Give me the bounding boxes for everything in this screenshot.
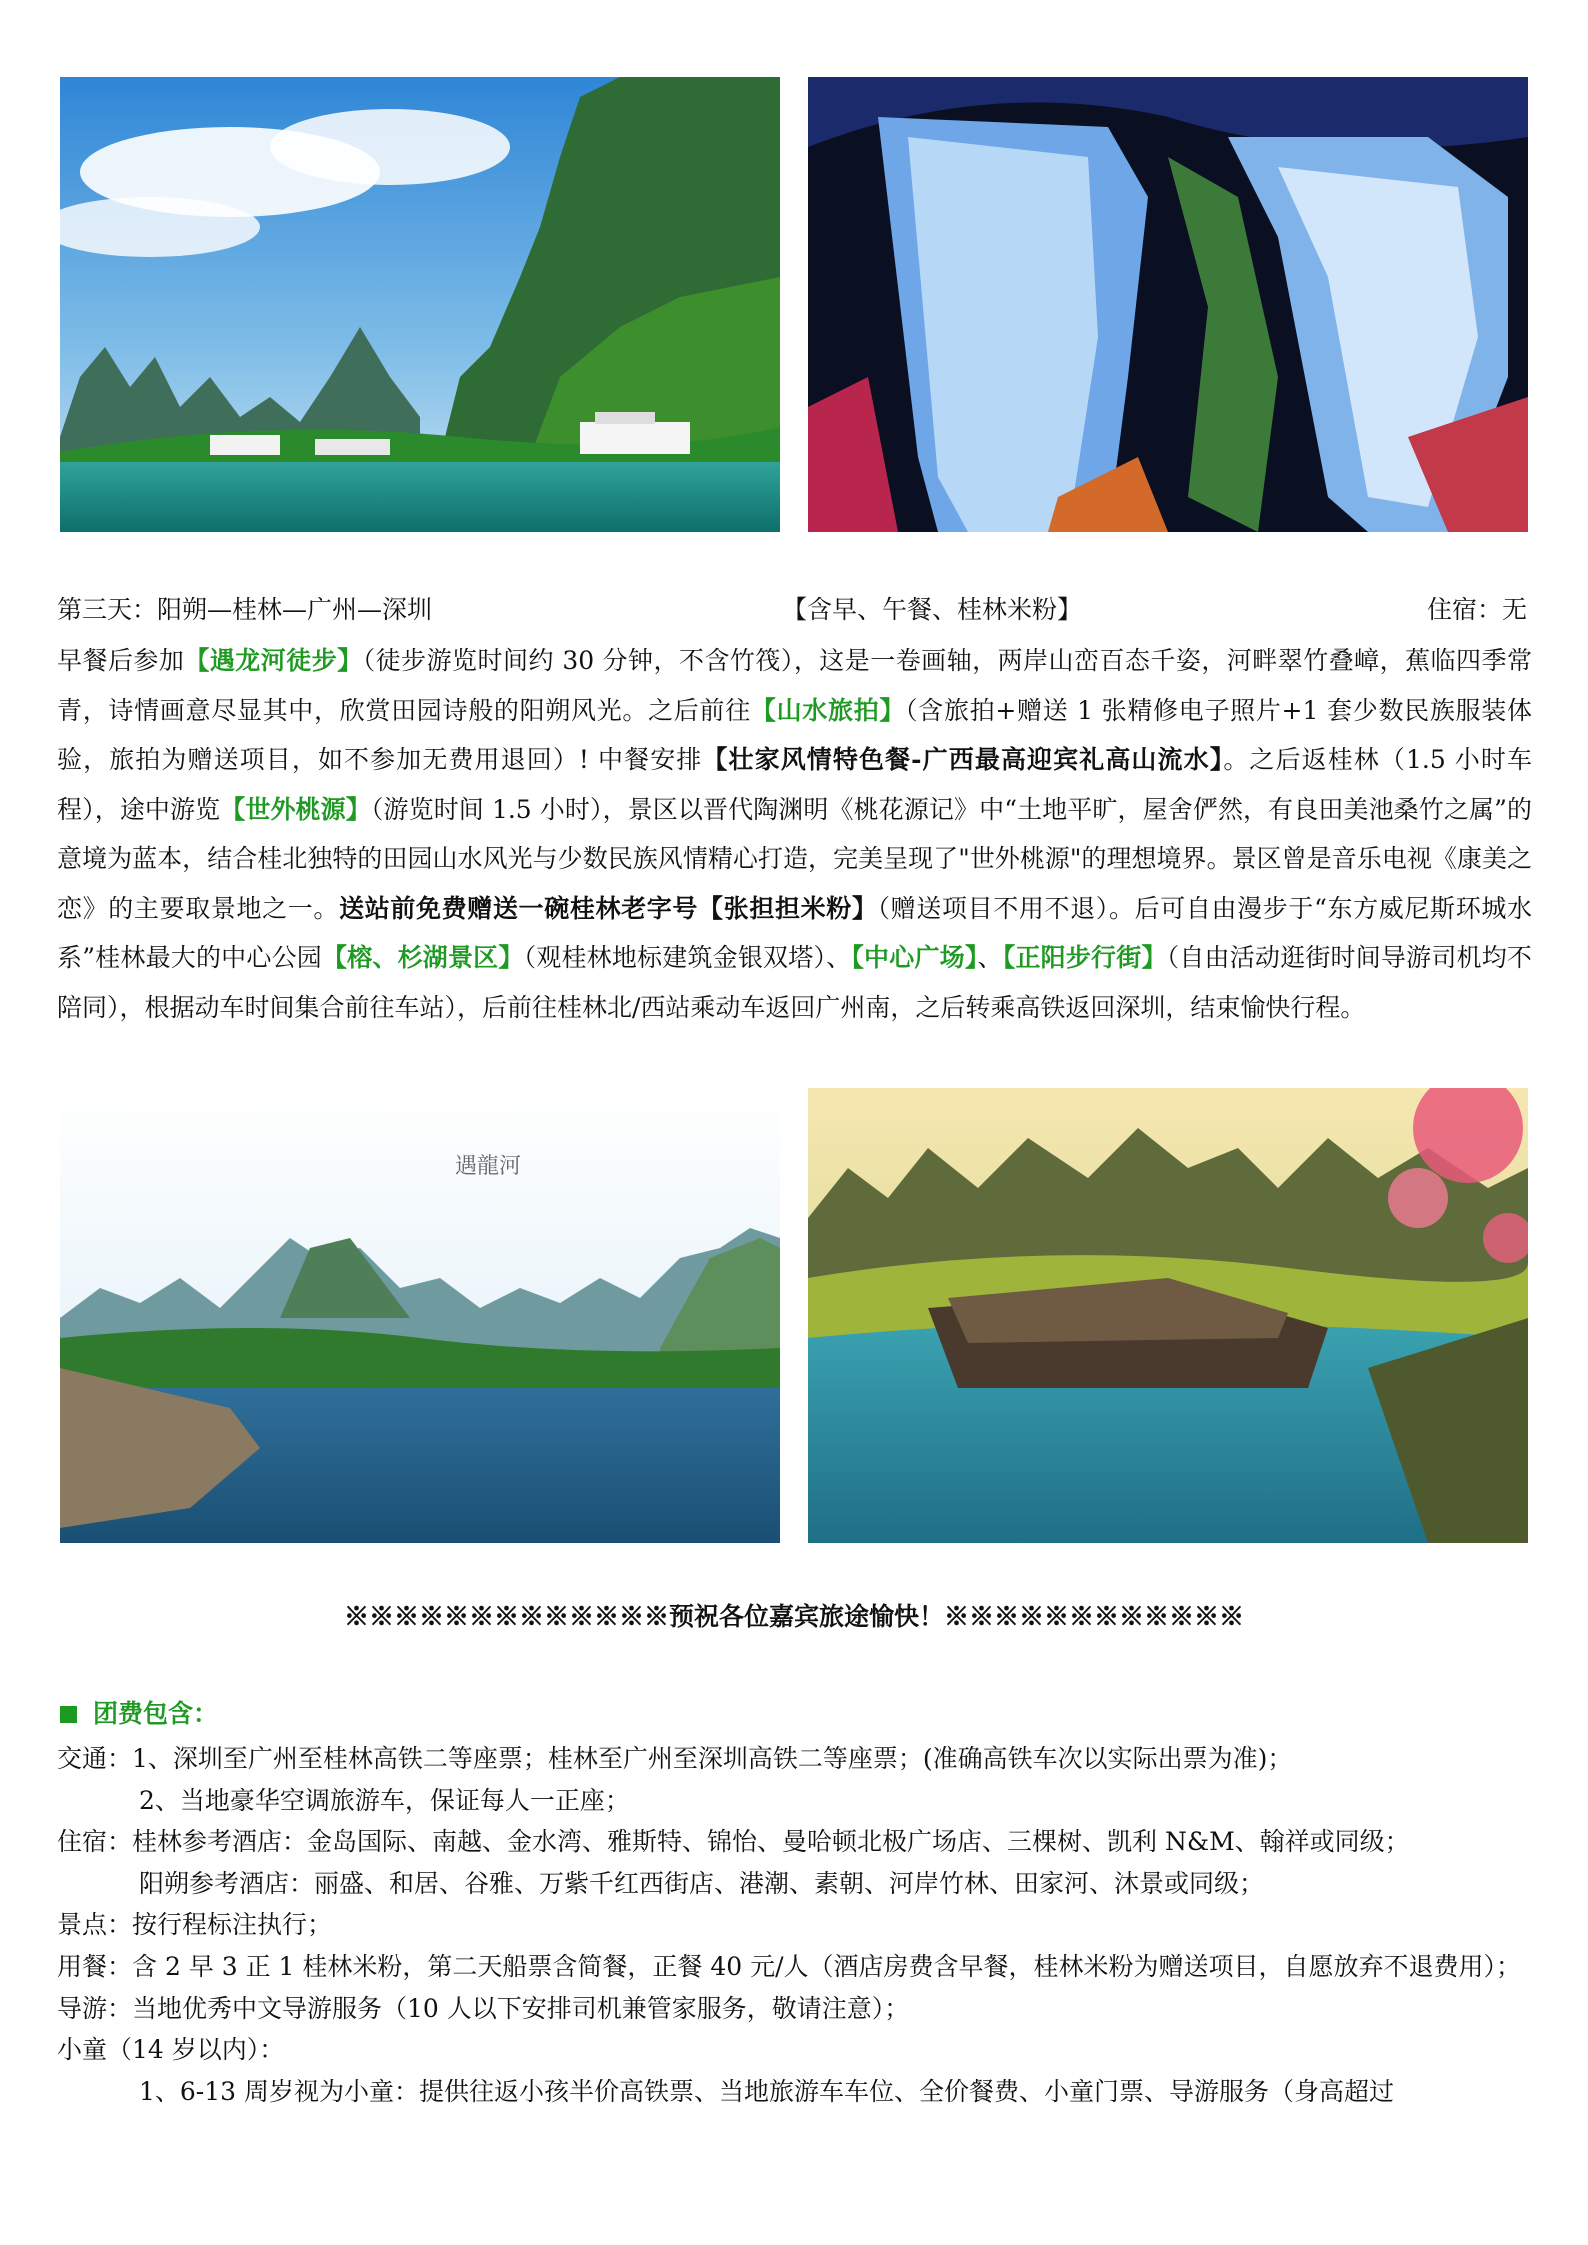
attraction-central-square: 【中心广场】 (851, 943, 978, 972)
itinerary-text: （赠送项目不用不退）。后可自由漫步于“东方威尼斯环城水系”桂林最大的中心公园 (57, 893, 1532, 972)
itinerary-text: 、 (977, 943, 1003, 972)
fee-guide: 导游：当地优秀中文导游服务（10 人以下安排司机兼管家服务，敬请注意）； (57, 1993, 910, 2023)
itinerary-text: 。之后返桂林（1.5 小时车程），途中游览 (57, 745, 1532, 824)
shiwai-taoyuan-photo (808, 1088, 1528, 1543)
fee-includes-heading (57, 1694, 218, 1734)
meal-highlight: 【壮家风情特色餐-广西最高迎宾礼高山流水】 (702, 745, 1224, 774)
closing-wishes: ※※※※※※※※※※※※※预祝各位嘉宾旅途愉快！※※※※※※※※※※※※ (343, 1602, 1244, 1631)
attraction-zhengyang-street: 【正阳步行街】 (1002, 943, 1167, 972)
attraction-landscape-photo: 【山水旅拍】 (750, 695, 906, 725)
fee-hotel-yangshuo: 阳朔参考酒店：丽盛、和居、谷雅、万紫千红西街店、港潮、素朝、河岸竹林、田家河、沐景或同级； (139, 1868, 1265, 1898)
fee-transport-local: 2、当地豪华空调旅游车，保证每人一正座； (139, 1785, 630, 1815)
day-three-header (57, 592, 1527, 628)
day-three-itinerary (57, 636, 1532, 1032)
bullet-square-icon (60, 1706, 77, 1723)
day-meals: 【含早、午餐、桂林米粉】 (782, 595, 1083, 624)
illuminated-cave-photo (808, 77, 1528, 532)
photo-caption: 遇龍河 (455, 1154, 522, 1179)
fee-attractions: 景点：按行程标注执行； (57, 1910, 333, 1940)
yulong-river-photo (60, 1088, 780, 1543)
fee-hotel-guilin: 住宿：桂林参考酒店：金岛国际、南越、金水湾、雅斯特、锦怡、曼哈顿北极广场店、三棵树、凯利 N&M、翰祥或同级； (57, 1827, 1410, 1857)
itinerary-text: （游览时间 1.5 小时），景区以晋代陶渊明《桃花源记》中“土地平旷，屋舍俨然，有良田美池桑竹之属”的意境为蓝本，结合桂北独特的田园山水风光与少数民族风情精心打造，完美呈现了"世外桃源"的理想境界。景区曾是音乐电视《康美之恋》的主要取景地之一。 (57, 794, 1532, 923)
fee-children-heading: 小童（14 岁以内）： (57, 2035, 285, 2065)
itinerary-text: （含旅拍+赠送 1 张精修电子照片+1 套少数民族服装体验，旅拍为赠送项目，如不参加无费用退回）! 中餐安排 (57, 695, 1532, 774)
fee-meals: 用餐：含 2 早 3 正 1 桂林米粉，第二天船票含简餐，正餐 40 元/人（酒店房费含早餐，桂林米粉为赠送项目，自愿放弃不退费用）； (57, 1951, 1522, 1981)
itinerary-text: （观桂林地标建筑金银双塔）、 (523, 943, 852, 972)
li-river-karst-photo (60, 77, 780, 532)
day-lodging: 住宿：无 (1426, 595, 1527, 624)
fee-includes-list (57, 1738, 1532, 2112)
fee-children-rule: 1、6-13 周岁视为小童：提供往返小孩半价高铁票、当地旅游车车位、全价餐费、小童门票、导游服务（身高超过 (139, 2076, 1395, 2106)
fee-transport: 交通：1、深圳至广州至桂林高铁二等座票；桂林至广州至深圳高铁二等座票；(准确高铁车次以实际出票为准)； (57, 1744, 1293, 1773)
attraction-shiwai-taoyuan: 【世外桃源】 (220, 794, 371, 824)
itinerary-text: 早餐后参加 (57, 646, 185, 675)
itinerary-text: （自由活动逛街时间导游司机均不陪同），根据动车时间集合前往车站），后前往桂林北/西站乘动车返回广州南，之后转乘高铁返回深圳，结束愉快行程。 (57, 943, 1532, 1022)
day-route: 第三天：阳朔—桂林—广州—深圳 (57, 595, 433, 624)
fee-includes-title: 团费包含： (93, 1699, 219, 1728)
attraction-yulong-river-hike: 【遇龙河徒步】 (184, 646, 363, 675)
itinerary-text: （徒步游览时间约 30 分钟，不含竹筏），这是一卷画轴，两岸山峦百态千姿，河畔翠竹叠嶂，蕉临四季常青，诗情画意尽显其中，欣赏田园诗般的阳朔风光。之后前往 (57, 646, 1532, 725)
free-rice-noodle-note: 送站前免费赠送一碗桂林老字号【张担担米粉】 (339, 893, 878, 923)
attraction-rong-shan-lakes: 【榕、杉湖景区】 (321, 943, 524, 972)
